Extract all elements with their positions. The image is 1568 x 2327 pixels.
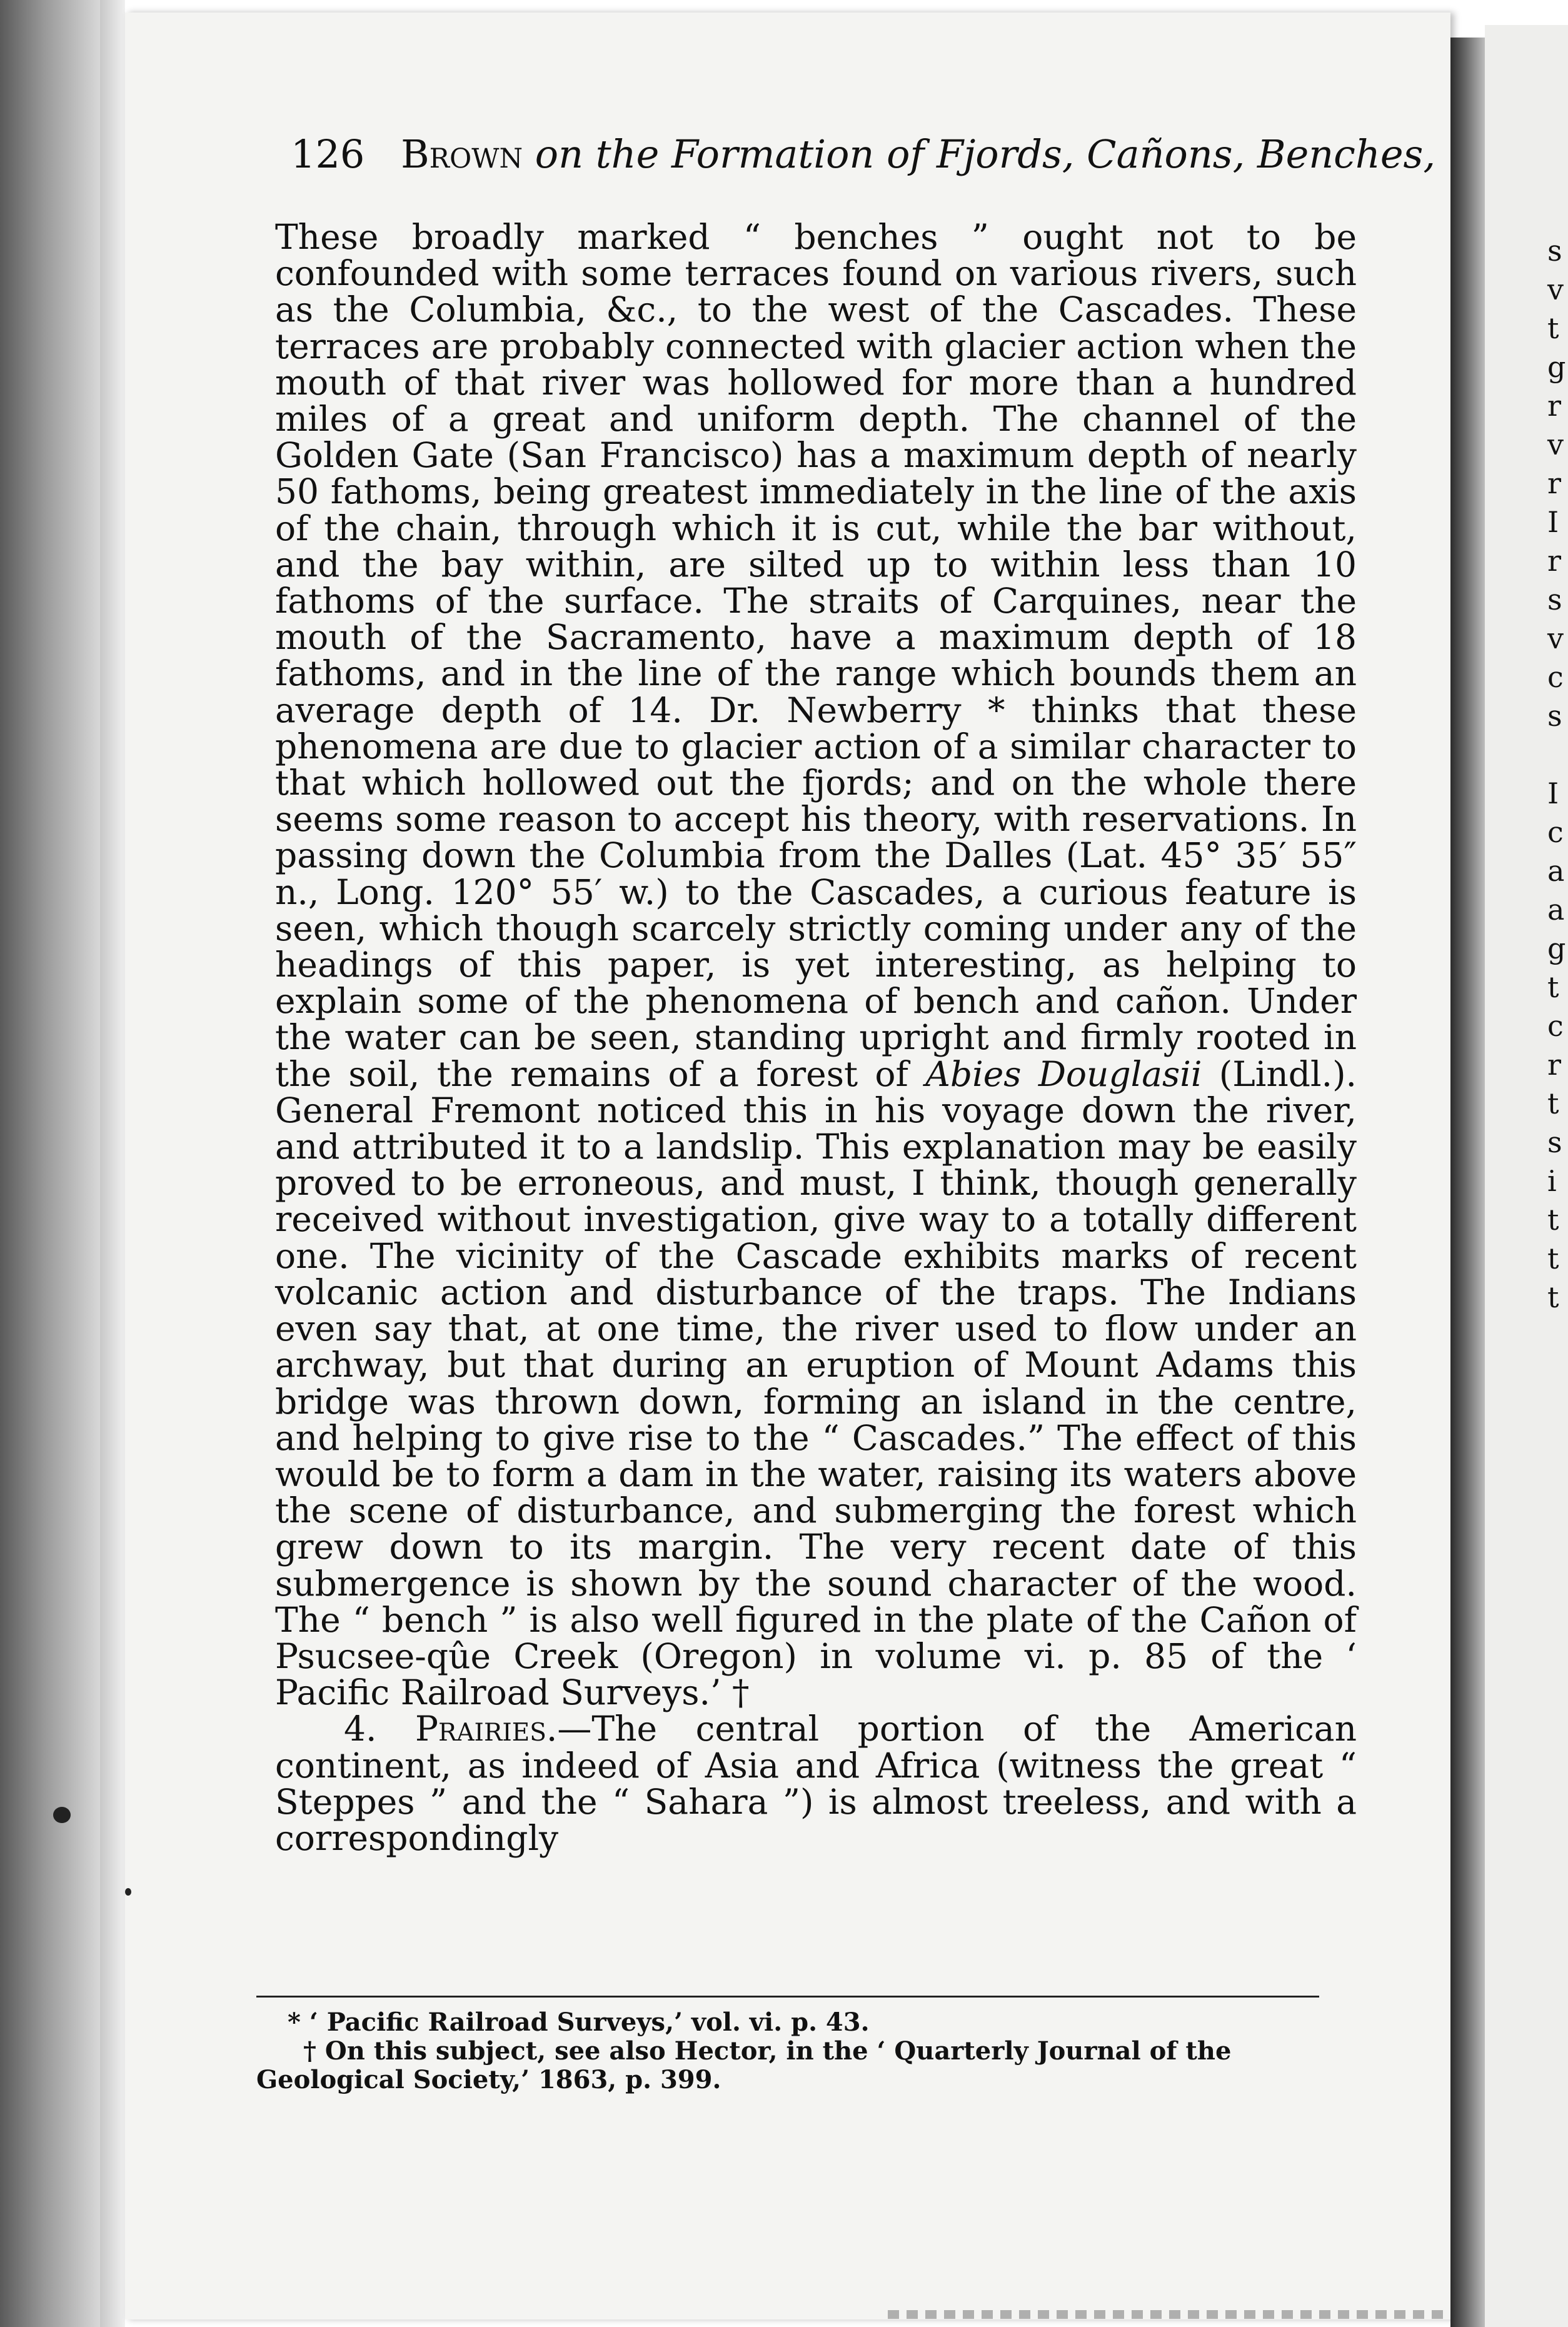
- facing-page-letter: c: [1547, 815, 1564, 849]
- running-header: [291, 131, 1436, 177]
- facing-page-letter: t: [1547, 1280, 1559, 1314]
- facing-page-letter: s: [1547, 699, 1562, 733]
- ink-speck: [53, 1807, 71, 1823]
- facing-page-letter: t: [1547, 1203, 1559, 1237]
- footnote-rule: [256, 1996, 1319, 1998]
- facing-page-letter: s: [1547, 234, 1562, 268]
- facing-page-letter: v: [1547, 273, 1564, 306]
- facing-page-letter: v: [1547, 621, 1564, 655]
- facing-page-letter: r: [1547, 466, 1561, 500]
- scan-gutter: [100, 0, 125, 2327]
- paragraph-benches-part2: (Lindl.). General Fremont noticed this in his voyage down the river, and attributed it to a landslip. This explanation may be easily proved to be erroneous, and must, I think, though generally received without investigation, give way to a totally different one. The vicinity of the Cascade exhibits marks of recent volcanic action and disturbance of the traps. The Indians even say that, at one time, the river used to flow under an archway, but that during an eruption of Mount Adams this bridge was thrown down, forming an island in the centre, and helping to give rise to the “ Cascades.” The effect of this would be to form a dam in the water, raising its waters above the scene of disturbance, and submerging the forest which grew down to its margin. The very recent date of this submergence is shown by the sound character of the wood. The “ bench ” is also well figured in the plate of the Cañon of Psucsee-qûe Creek (Oregon) in volume vi. p. 85 of the ‘ Pacific Railroad Surveys.’ †: [275, 1053, 1357, 1713]
- facing-page-letter: t: [1547, 1242, 1559, 1275]
- facing-page-letter: [1547, 735, 1566, 774]
- ink-speck: [125, 1888, 131, 1896]
- facing-page-letter: c: [1547, 1009, 1564, 1043]
- footnote-1: * ‘ Pacific Railroad Surveys,’ vol. vi. p. 43.: [288, 2008, 870, 2037]
- facing-page-letter: g: [1547, 932, 1566, 965]
- paragraph-benches-part1: These broadly marked “ benches ” ought not to be confounded with some terraces found on various rivers, such as the Columbia, &c., to the west of the Cascades. These terraces are probably connected with glacier action when the mouth of that river was hollowed for more than a hundred miles of a great and uniform depth. The channel of the Golden Gate (San Francisco) has a maximum depth of nearly 50 fathoms, being greatest immediately in the line of the axis of the chain, through which it is cut, while the bar without, and the bay within, are silted up to within less than 10 fathoms of the surface. The straits of Carquines, near the mouth of the Sacramento, have a maximum depth of 18 fathoms, and in the line of the range which bounds them an average depth of 14. Dr. Newberry * thinks that these phenomena are due to glacier action of a similar character to that which hollowed out the fjords; and on the whole there seems some reason to accept his theory, with reservations. In passing down the Columbia from the Dalles (Lat. 45° 35′ 55″ n., Long. 120° 55′ w.) to the Cascades, a curious feature is seen, which though scarcely strictly coming under any of the headings of this paper, is yet interesting, as helping to explain some of the phenomena of bench and cañon. Under the water can be seen, standing upright and firmly rooted in the soil, the remains of a forest of: [275, 217, 1357, 1094]
- header-author: Brown: [401, 131, 523, 177]
- facing-page-letter: t: [1547, 970, 1559, 1004]
- facing-page-letter: c: [1547, 660, 1564, 694]
- scan-left-margin: [0, 0, 100, 2327]
- book-binding-shadow: [1450, 38, 1485, 2327]
- bottom-edge-bleedthrough: [888, 2310, 1450, 2319]
- facing-page-letter: s: [1547, 1125, 1562, 1159]
- body-text: [275, 219, 1357, 1856]
- facing-page-letter: t: [1547, 311, 1559, 345]
- species-name: Abies Douglasii: [925, 1053, 1202, 1094]
- section-heading-prairies: 4. Prairies.: [344, 1709, 558, 1749]
- facing-page-letter: a: [1547, 893, 1565, 927]
- paragraph-benches: [275, 219, 1357, 1711]
- footnote-2: † On this subject, see also Hector, in the ‘ Quarterly Journal of the Geological Society,’ 1863, p. 399.: [256, 2036, 1232, 2094]
- paragraph-prairies: [275, 1711, 1357, 1856]
- facing-page-letter: t: [1547, 1087, 1559, 1120]
- facing-page-letter: I: [1547, 505, 1559, 539]
- facing-page-letter: I: [1547, 777, 1559, 810]
- footnotes: [256, 2008, 1319, 2094]
- facing-page-letter: r: [1547, 1048, 1561, 1082]
- facing-page-letter: r: [1547, 544, 1561, 578]
- facing-page-letter: s: [1547, 583, 1562, 616]
- facing-page-letters: [1547, 231, 1566, 1317]
- facing-page-letter: a: [1547, 854, 1565, 888]
- facing-page-letter: i: [1547, 1164, 1557, 1198]
- header-title: on the Formation of Fjords, Cañons, Benches,: [535, 131, 1436, 177]
- facing-page-letter: v: [1547, 428, 1564, 461]
- page-number: 126: [291, 131, 365, 177]
- facing-page-edge: [1485, 25, 1568, 2327]
- facing-page-letter: g: [1547, 350, 1566, 384]
- paragraph-prairies-text: —The central portion of the American continent, as indeed of Asia and Africa (witness the great “ Steppes ” and the “ Sahara ”) is almost treeless, and with a correspondingly: [275, 1709, 1357, 1858]
- facing-page-letter: r: [1547, 389, 1561, 423]
